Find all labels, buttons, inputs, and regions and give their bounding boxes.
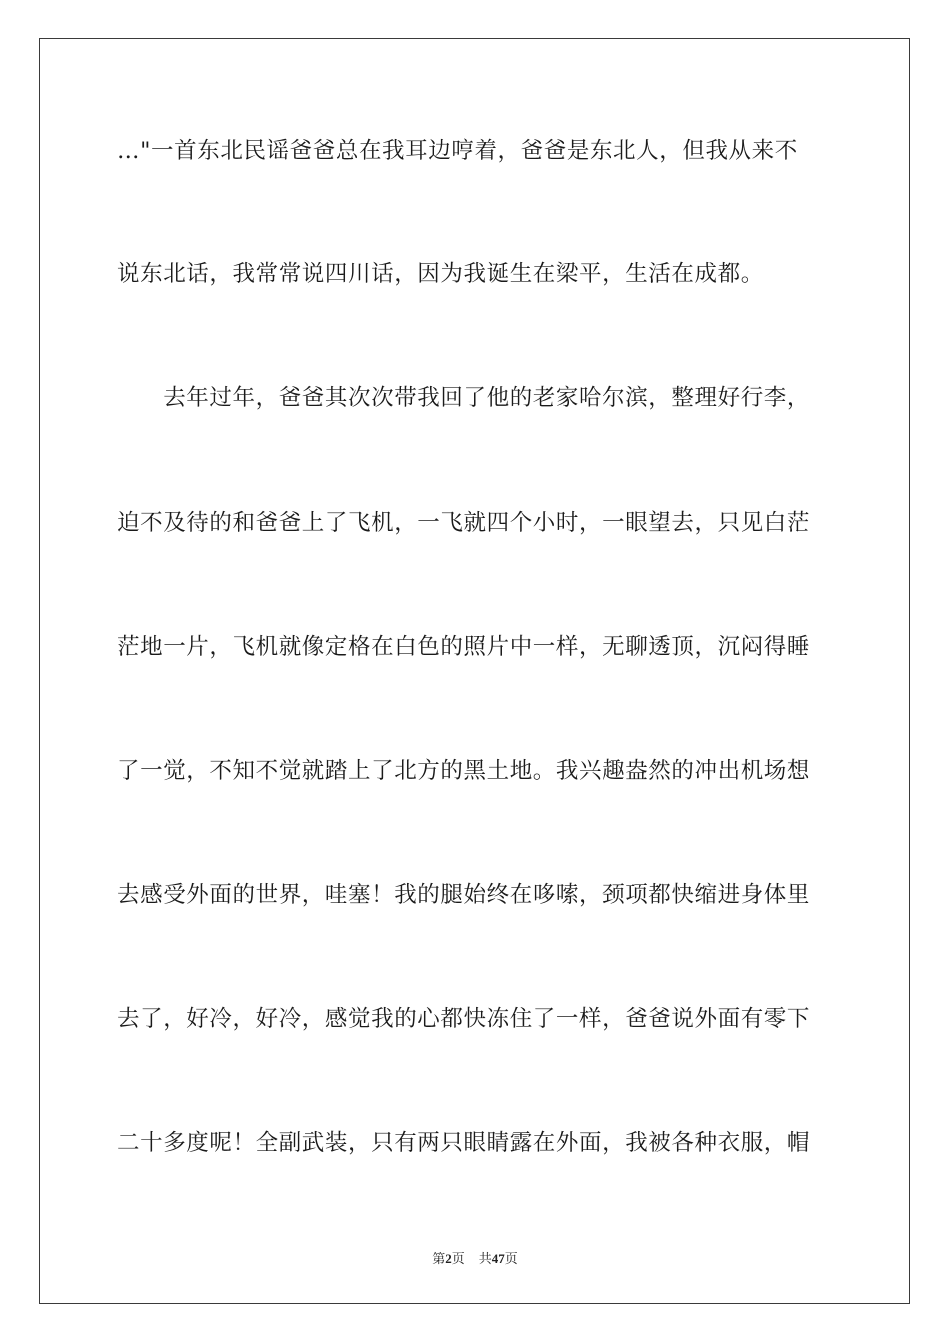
text-line: 去年过年，爸爸其次次带我回了他的老家哈尔滨，整理好行李， — [117, 385, 811, 411]
total-prefix: 共 — [478, 1251, 492, 1266]
text-line: 茫地一片，飞机就像定格在白色的照片中一样，无聊透顶，沉闷得睡 — [117, 634, 811, 660]
page-prefix: 第 — [432, 1251, 446, 1266]
text-line: 二十多度呢！全副武装，只有两只眼睛露在外面，我被各种衣服，帽 — [117, 1130, 811, 1156]
text-line: 去了，好冷，好冷，感觉我的心都快冻住了一样，爸爸说外面有零下 — [117, 1006, 811, 1032]
page-suffix: 页 — [451, 1251, 465, 1266]
page-number: 2 — [445, 1251, 452, 1266]
page-footer — [0, 1248, 950, 1267]
text-line: …"一首东北民谣爸爸总在我耳边哼着，爸爸是东北人，但我从来不 — [117, 138, 798, 164]
text-line: 去感受外面的世界，哇塞！我的腿始终在哆嗦，颈项都快缩进身体里 — [117, 882, 811, 908]
page-border — [39, 38, 910, 1304]
total-pages: 47 — [491, 1251, 505, 1266]
text-line: 迫不及待的和爸爸上了飞机，一飞就四个小时，一眼望去，只见白茫 — [117, 510, 811, 536]
total-suffix: 页 — [504, 1251, 518, 1266]
text-line: 了一觉，不知不觉就踏上了北方的黑土地。我兴趣盎然的冲出机场想 — [117, 758, 811, 784]
text-line: 说东北话，我常常说四川话，因为我诞生在梁平，生活在成都。 — [117, 261, 764, 287]
